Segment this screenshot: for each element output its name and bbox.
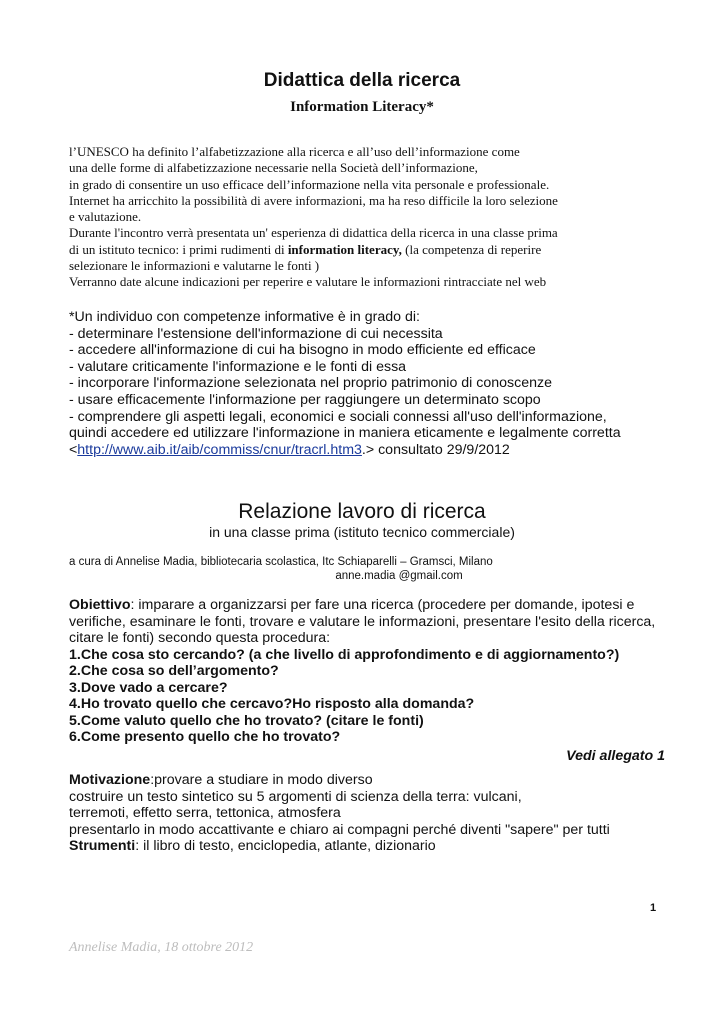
intro-line: l’UNESCO ha definito l’alfabetizzazione alla ricerca e all’uso dell’informazione come [69, 144, 520, 159]
procedure-step: 4.Ho trovato quello che cercavo?Ho risposto alla domanda? [69, 696, 475, 712]
definition-item: - incorporare l'informazione selezionata nel proprio patrimonio di conoscenze [69, 375, 552, 392]
definition-item: - usare efficacemente l'informazione per raggiungere un determinato scopo [69, 391, 541, 408]
author-email: anne.madia @gmail.com [335, 570, 463, 582]
procedure-step: 2.Che cosa so dell’argomento? [69, 663, 279, 679]
objective-label: Obiettivo [69, 597, 131, 613]
definition-item: - valutare criticamente l'informazione e le fonti di essa [69, 358, 407, 375]
intro-text: di un istituto tecnico: i primi rudimenti di [69, 241, 288, 257]
intro-line: una delle forme di alfabetizzazione necessarie nella Società dell’informazione, [69, 160, 478, 176]
procedure-step: 3.Dove vado a cercare? [69, 679, 228, 696]
procedure-step: 5.Come valuto quello che ho trovato? (citare le fonti) [69, 712, 424, 729]
report-subtitle: in una classe prima (istituto tecnico commerciale) [209, 524, 515, 540]
intro-line: in grado di consentire un uso efficace dell’informazione nella vita personale e professionale. [69, 176, 550, 192]
intro-paragraph [69, 144, 689, 291]
motivation-block [69, 772, 679, 855]
intro-line: Durante l'incontro verrà presentata un' esperienza di didattica della ricerca in una classe prima [69, 225, 558, 241]
procedure-step: 6.Come presento quello che ho trovato? [69, 729, 341, 745]
definition-item: - comprendere gli aspetti legali, economici e sociali connessi all'uso dell'informazione, [69, 408, 607, 425]
motivation-line: costruire un testo sintetico su 5 argomenti di scienza della terra: vulcani, [69, 788, 522, 805]
procedure-step: 1.Che cosa sto cercando? (a che livello di approfondimento e di aggiornamento?) [69, 646, 620, 663]
motivation-line: terremoti, effetto serra, tettonica, atmosfera [69, 805, 341, 821]
objective-line [69, 597, 679, 614]
attachment-reference: Vedi allegato 1 [566, 747, 665, 764]
intro-line [69, 242, 689, 258]
tools-text: : il libro di testo, enciclopedia, atlante, dizionario [135, 838, 436, 854]
footer-author-date: Annelise Madia, 18 ottobre 2012 [69, 940, 254, 955]
report-title: Relazione lavoro di ricerca [238, 500, 486, 523]
tools-line [69, 838, 679, 855]
definition-block [69, 309, 689, 458]
definition-item: - accedere all'informazione di cui ha bisogno in modo efficiente ed efficace [69, 342, 536, 359]
reference-line [69, 442, 689, 459]
document-title: Didattica della ricerca [263, 70, 461, 91]
motivation-text: :provare a studiare in modo diverso [150, 772, 373, 788]
definition-item: - determinare l'estensione dell'informazione di cui necessita [69, 325, 443, 342]
intro-line: selezionare le informazioni e valutarne le fonti ) [69, 258, 320, 274]
credits-block [69, 555, 669, 583]
reference-open: < [69, 441, 78, 458]
procedure-steps [69, 647, 679, 746]
objective-text: : imparare a organizzarsi per fare una ricerca (procedere per domande, ipotesi e [130, 597, 635, 613]
objective-line: citare le fonti) secondo questa procedura: [69, 630, 331, 646]
reference-close: .> consultato 29/9/2012 [361, 441, 510, 458]
objective-line: verifiche, esaminare le fonti, trovare e valutare le informazioni, presentare l'esito della ricerca, [69, 613, 656, 630]
intro-line: e valutazione. [69, 209, 142, 225]
intro-line: Internet ha arricchito la possibilità di avere informazioni, ma ha reso difficile la loro selezione [69, 192, 558, 208]
credits-line: a cura di Annelise Madia, bibliotecaria scolastica, Itc Schiaparelli – Gramsci, Milano [69, 556, 493, 568]
intro-line: Verranno date alcune indicazioni per reperire e valutare le informazioni rintracciate nel web [69, 274, 547, 290]
page-number: 1 [650, 902, 657, 914]
motivation-label: Motivazione [69, 772, 151, 788]
information-literacy-term: information literacy, [287, 241, 402, 257]
intro-text: (la competenza di reperire [401, 241, 542, 257]
objective-block [69, 597, 679, 764]
motivation-line [69, 772, 679, 789]
definition-item: quindi accedere ed utilizzare l'informazione in maniera eticamente e legalmente corretta [69, 425, 621, 442]
document-subtitle: Information Literacy* [290, 99, 434, 115]
definition-lead: *Un individuo con competenze informative è in grado di: [69, 309, 420, 325]
motivation-line: presentarlo in modo accattivante e chiaro ai compagni perché diventi "sapere" per tutti [69, 821, 610, 838]
reference-link[interactable]: http://www.aib.it/aib/commiss/cnur/tracrl.htm3 [77, 441, 362, 458]
tools-label: Strumenti [69, 838, 136, 854]
